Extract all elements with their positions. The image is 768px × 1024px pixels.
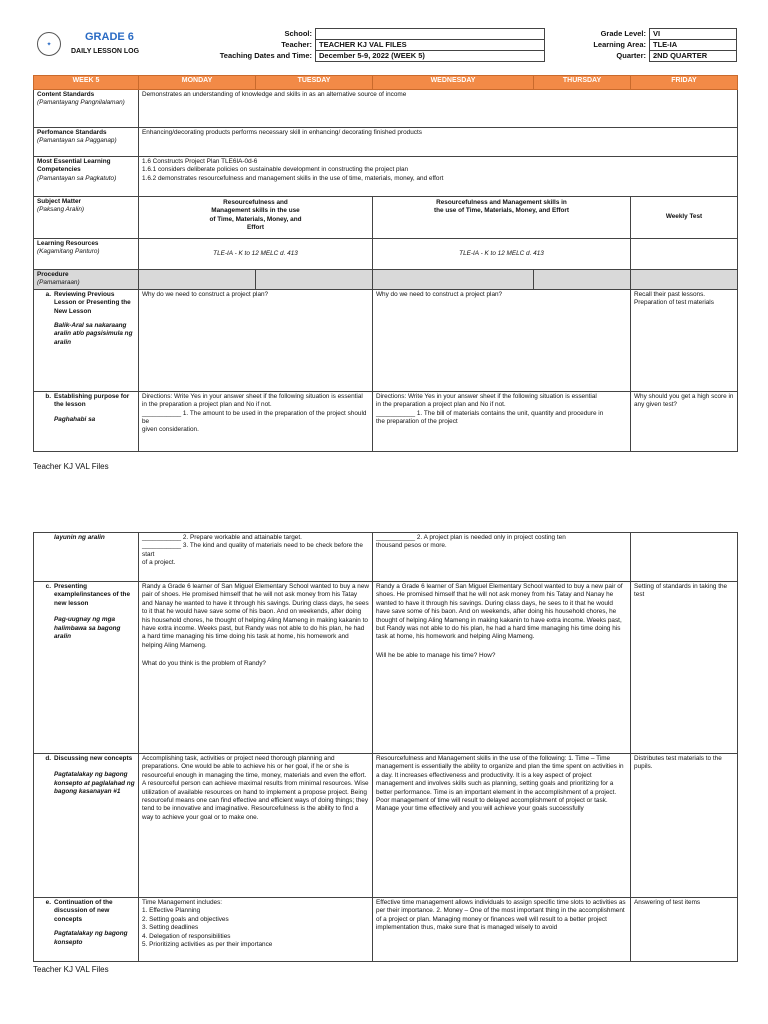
day-header-week: WEEK 5 bbox=[34, 76, 139, 90]
c-friday: Setting of standards in taking the test bbox=[631, 582, 738, 754]
day-header-thursday: THURSDAY bbox=[534, 76, 631, 90]
row-value: Demonstrates an understanding of knowledge and skills in as an alternative source of income bbox=[139, 90, 738, 128]
row-sublabel: Paghahabi sa bbox=[54, 415, 96, 423]
row-value bbox=[139, 157, 738, 197]
day-header-wednesday: WEDNESDAY bbox=[373, 76, 534, 90]
row-b-continued bbox=[34, 533, 738, 582]
row-sublabel: (Pamantayang Pangnilalaman) bbox=[37, 99, 125, 107]
row-value: Enhancing/decorating products performs necessary skill in enhancing/ decorating finished products bbox=[139, 128, 738, 157]
melc-line-1: 1.6 Constructs Project Plan TLE6IA-0d-6 bbox=[142, 158, 258, 165]
quarter-value: 2ND QUARTER bbox=[650, 51, 737, 62]
row-d-discussing bbox=[34, 754, 738, 898]
row-sublabel: (Pamantayan sa Pagganap) bbox=[37, 137, 117, 145]
grade-level-label: Grade Level: bbox=[600, 28, 646, 38]
row-label: Perfomance Standards bbox=[37, 129, 107, 136]
b-friday: Why should you get a high score in any given test? bbox=[631, 391, 738, 451]
row-label: Learning Resources bbox=[37, 240, 99, 247]
item-letter: c. bbox=[45, 583, 51, 590]
item-letter: e. bbox=[45, 899, 51, 906]
dates-value: December 5-9, 2022 (WEEK 5) bbox=[316, 51, 545, 62]
c-monday: Randy a Grade 6 learner of San Miguel Elementary School wanted to buy a new pair of shoes. He promised himself that he will not ask money from his Tatay and Nanay he wanted to have it through his savings. During class days, he sees to it that he would have save some of his baon. And on weekends, after doing his household chores, he thought of helping Aling Mameng in making kakanin to have extra income. Weeks past, but Randy was not able to do his plan, he had a hard time managing his time doing his task at home, his homework and helping Aling Mameng. What do you think is the problem of Randy? bbox=[139, 582, 373, 754]
teacher-value: TEACHER KJ VAL FILES bbox=[316, 40, 545, 51]
header-table bbox=[185, 28, 737, 62]
row-label: Continuation of the discussion of new concepts bbox=[54, 899, 113, 923]
e-friday: Answering of test items bbox=[631, 898, 738, 962]
row-sublabel: (Pamamaraan) bbox=[37, 279, 80, 287]
header-block bbox=[33, 28, 737, 66]
a-wednesday: Why do we need to construct a project plan? bbox=[373, 289, 631, 391]
row-label: Procedure bbox=[37, 271, 69, 278]
e-wednesday: Effective time management allows individuals to assign specific time slots to activities as per their importance. 2. Money – One of the most important thing in the accomplishment of a project or plan. Managing money or finances well will result to a better project implementation thus, make sure that is managed wisely to avoid bbox=[373, 898, 631, 962]
day-header-monday: MONDAY bbox=[139, 76, 256, 90]
subject-friday: Weekly Test bbox=[631, 197, 738, 239]
footer-page2: Teacher KJ VAL Files bbox=[33, 965, 109, 974]
row-b-establishing bbox=[34, 391, 738, 451]
d-monday: Accomplishing task, activities or project need thorough planning and preparations. One would be able to achieve his or her goal, if he or she is resourceful enough in managing the time, money, materials and even the effort. A resourceful person can achieve maximal results from minimal resources. Wise utilization of available resources on hand to implement a propose project. Being resourceful means one can find effective and efficient ways of doing things; they tend to be innovative and imaginative. Resourcefulness is the ability to find a way to achieve your goal or to make one. bbox=[139, 754, 373, 898]
row-sublabel: (Pamantayan sa Pagkatuto) bbox=[37, 174, 117, 182]
footer-page1: Teacher KJ VAL Files bbox=[33, 462, 109, 471]
area-label: Learning Area: bbox=[593, 39, 646, 49]
d-wednesday: Resourcefulness and Management skills in the use of the following: 1. Time – Time management is essentially the ability to organize and plan the time spent on activities in a day. It increases effectiveness and productivity. It is a key aspect of project management and involves skills such as planning, setting goals and prioritizing for a better performance. Time is an important element in the accomplishment of a project. Poor management of time will result to delayed accomplishment of project or task. Manage your time effectively and you will achieve your goals successfully bbox=[373, 754, 631, 898]
row-label: Establishing purpose for the lesson bbox=[54, 392, 130, 409]
row-e-continuation bbox=[34, 898, 738, 962]
row-sublabel: Balik-Aral sa nakaraang aralin at/o pagsisimula ng aralin bbox=[54, 322, 133, 346]
c-wednesday: Randy a Grade 6 learner of San Miguel Elementary School wanted to buy a new pair of shoes. He promised himself that he will not ask money from his Tatay and Nanay he wanted to have it through his savings. During class days, he sees to it that he would have save some of his baon. And on weekends, after doing his household chores, he thought of helping Aling Mameng in making kakanin to have extra income. Weeks past, but Randy was not able to do his plan, he had a hard time managing his time doing his task at home, his homework and helping Aling Mameng. Will he be able to manage his time? How? bbox=[373, 582, 631, 754]
e-monday: Time Management includes: 1. Effective Planning 2. Setting goals and objectives 3. Setting deadlines 4. Delegation of responsibilities 5. Prioritizing activities as per their importance bbox=[139, 898, 373, 962]
melc-line-2: 1.6.1 considers deliberate policies on sustainable development in constructing the project plan bbox=[142, 166, 409, 174]
row-procedure bbox=[34, 270, 738, 290]
grade-title: GRADE 6 bbox=[85, 31, 134, 43]
area-value: TLE-IA bbox=[650, 40, 737, 51]
row-c-presenting bbox=[34, 582, 738, 754]
row-sublabel: layunin ng aralin bbox=[54, 534, 105, 541]
item-letter: a. bbox=[45, 290, 51, 298]
b-wednesday: Directions: Write Yes in your answer sheet if the following situation is essential in the preparation a project plan and No if not. ___________ 1. The bill of materials contains the unit, quantity and procedure in the preparation of the project bbox=[373, 391, 631, 451]
b2-friday bbox=[631, 533, 738, 582]
row-label: Discussing new concepts bbox=[54, 755, 133, 762]
log-title: DAILY LESSON LOG bbox=[71, 48, 140, 55]
subject-wednesday: Resourcefulness and Management skills in the use of Time, Materials, Money, and Effort bbox=[373, 197, 631, 239]
b2-wednesday: ___________ 2. A project plan is needed only in project costing ten thousand pesos or more. bbox=[373, 533, 631, 582]
teacher-label: Teacher: bbox=[281, 39, 312, 49]
b2-monday: ___________ 2. Prepare workable and attainable target. ___________ 3. The kind and quality of materials need to be check before the start of a project. bbox=[139, 533, 373, 582]
day-header-tuesday: TUESDAY bbox=[256, 76, 373, 90]
d-friday: Distributes test materials to the pupils. bbox=[631, 754, 738, 898]
row-performance-standards bbox=[34, 128, 738, 157]
row-label: Subject Matter bbox=[37, 198, 82, 205]
row-label: Reviewing Previous Lesson or Presenting the New Lesson bbox=[54, 290, 131, 315]
row-sublabel: Pagtatalakay ng bagong konsepto bbox=[54, 930, 128, 946]
row-label: Presenting example/instances of the new lesson bbox=[54, 583, 131, 607]
deped-seal-icon: ✦ bbox=[37, 32, 61, 56]
resources-friday bbox=[631, 239, 738, 270]
dates-label: Teaching Dates and Time: bbox=[219, 50, 312, 60]
item-letter: d. bbox=[45, 755, 51, 762]
resources-wednesday: TLE-IA - K to 12 MELC d. 413 bbox=[373, 239, 631, 270]
row-subject-matter bbox=[34, 197, 738, 239]
row-sublabel: (Paksang Aralin) bbox=[37, 206, 85, 214]
lesson-table-page1 bbox=[33, 75, 738, 452]
row-label: Most Essential Learning Competencies bbox=[37, 158, 111, 174]
school-label: School: bbox=[284, 28, 312, 38]
a-monday: Why do we need to construct a project plan? bbox=[139, 289, 373, 391]
school-value bbox=[316, 29, 545, 40]
row-label: Content Standards bbox=[37, 91, 95, 98]
melc-line-3: 1.6.2 demonstrates resourcefulness and management skills in the use of time, materials, money, and effort bbox=[142, 174, 444, 182]
row-a-reviewing bbox=[34, 289, 738, 391]
subject-monday: Resourcefulness and Management skills in the use of Time, Materials, Money, and Effort bbox=[139, 197, 373, 239]
row-learning-resources bbox=[34, 239, 738, 270]
row-sublabel: (Kagamitang Panturo) bbox=[37, 248, 100, 256]
day-header-friday: FRIDAY bbox=[631, 76, 738, 90]
row-sublabel: Pagtatalakay ng bagong konsepto at paglalahad ng bagong kasanayan #1 bbox=[54, 771, 135, 796]
resources-monday: TLE-IA - K to 12 MELC d. 413 bbox=[139, 239, 373, 270]
row-sublabel: Pag-uugnay ng mga halimbawa sa bagong aralin bbox=[54, 616, 121, 641]
grade-level-value: VI bbox=[650, 29, 737, 40]
row-melc bbox=[34, 157, 738, 197]
b-monday: Directions: Write Yes in your answer sheet if the following situation is essential in the preparation a project plan and No if not. ___________ 1. The amount to be used in the preparation of the project should be given consideration. bbox=[139, 391, 373, 451]
row-content-standards bbox=[34, 90, 738, 128]
quarter-label: Quarter: bbox=[616, 50, 646, 60]
lesson-table-page2 bbox=[33, 532, 738, 962]
a-friday: Recall their past lessons. Preparation of test materials bbox=[631, 289, 738, 391]
item-letter: b. bbox=[45, 392, 51, 400]
